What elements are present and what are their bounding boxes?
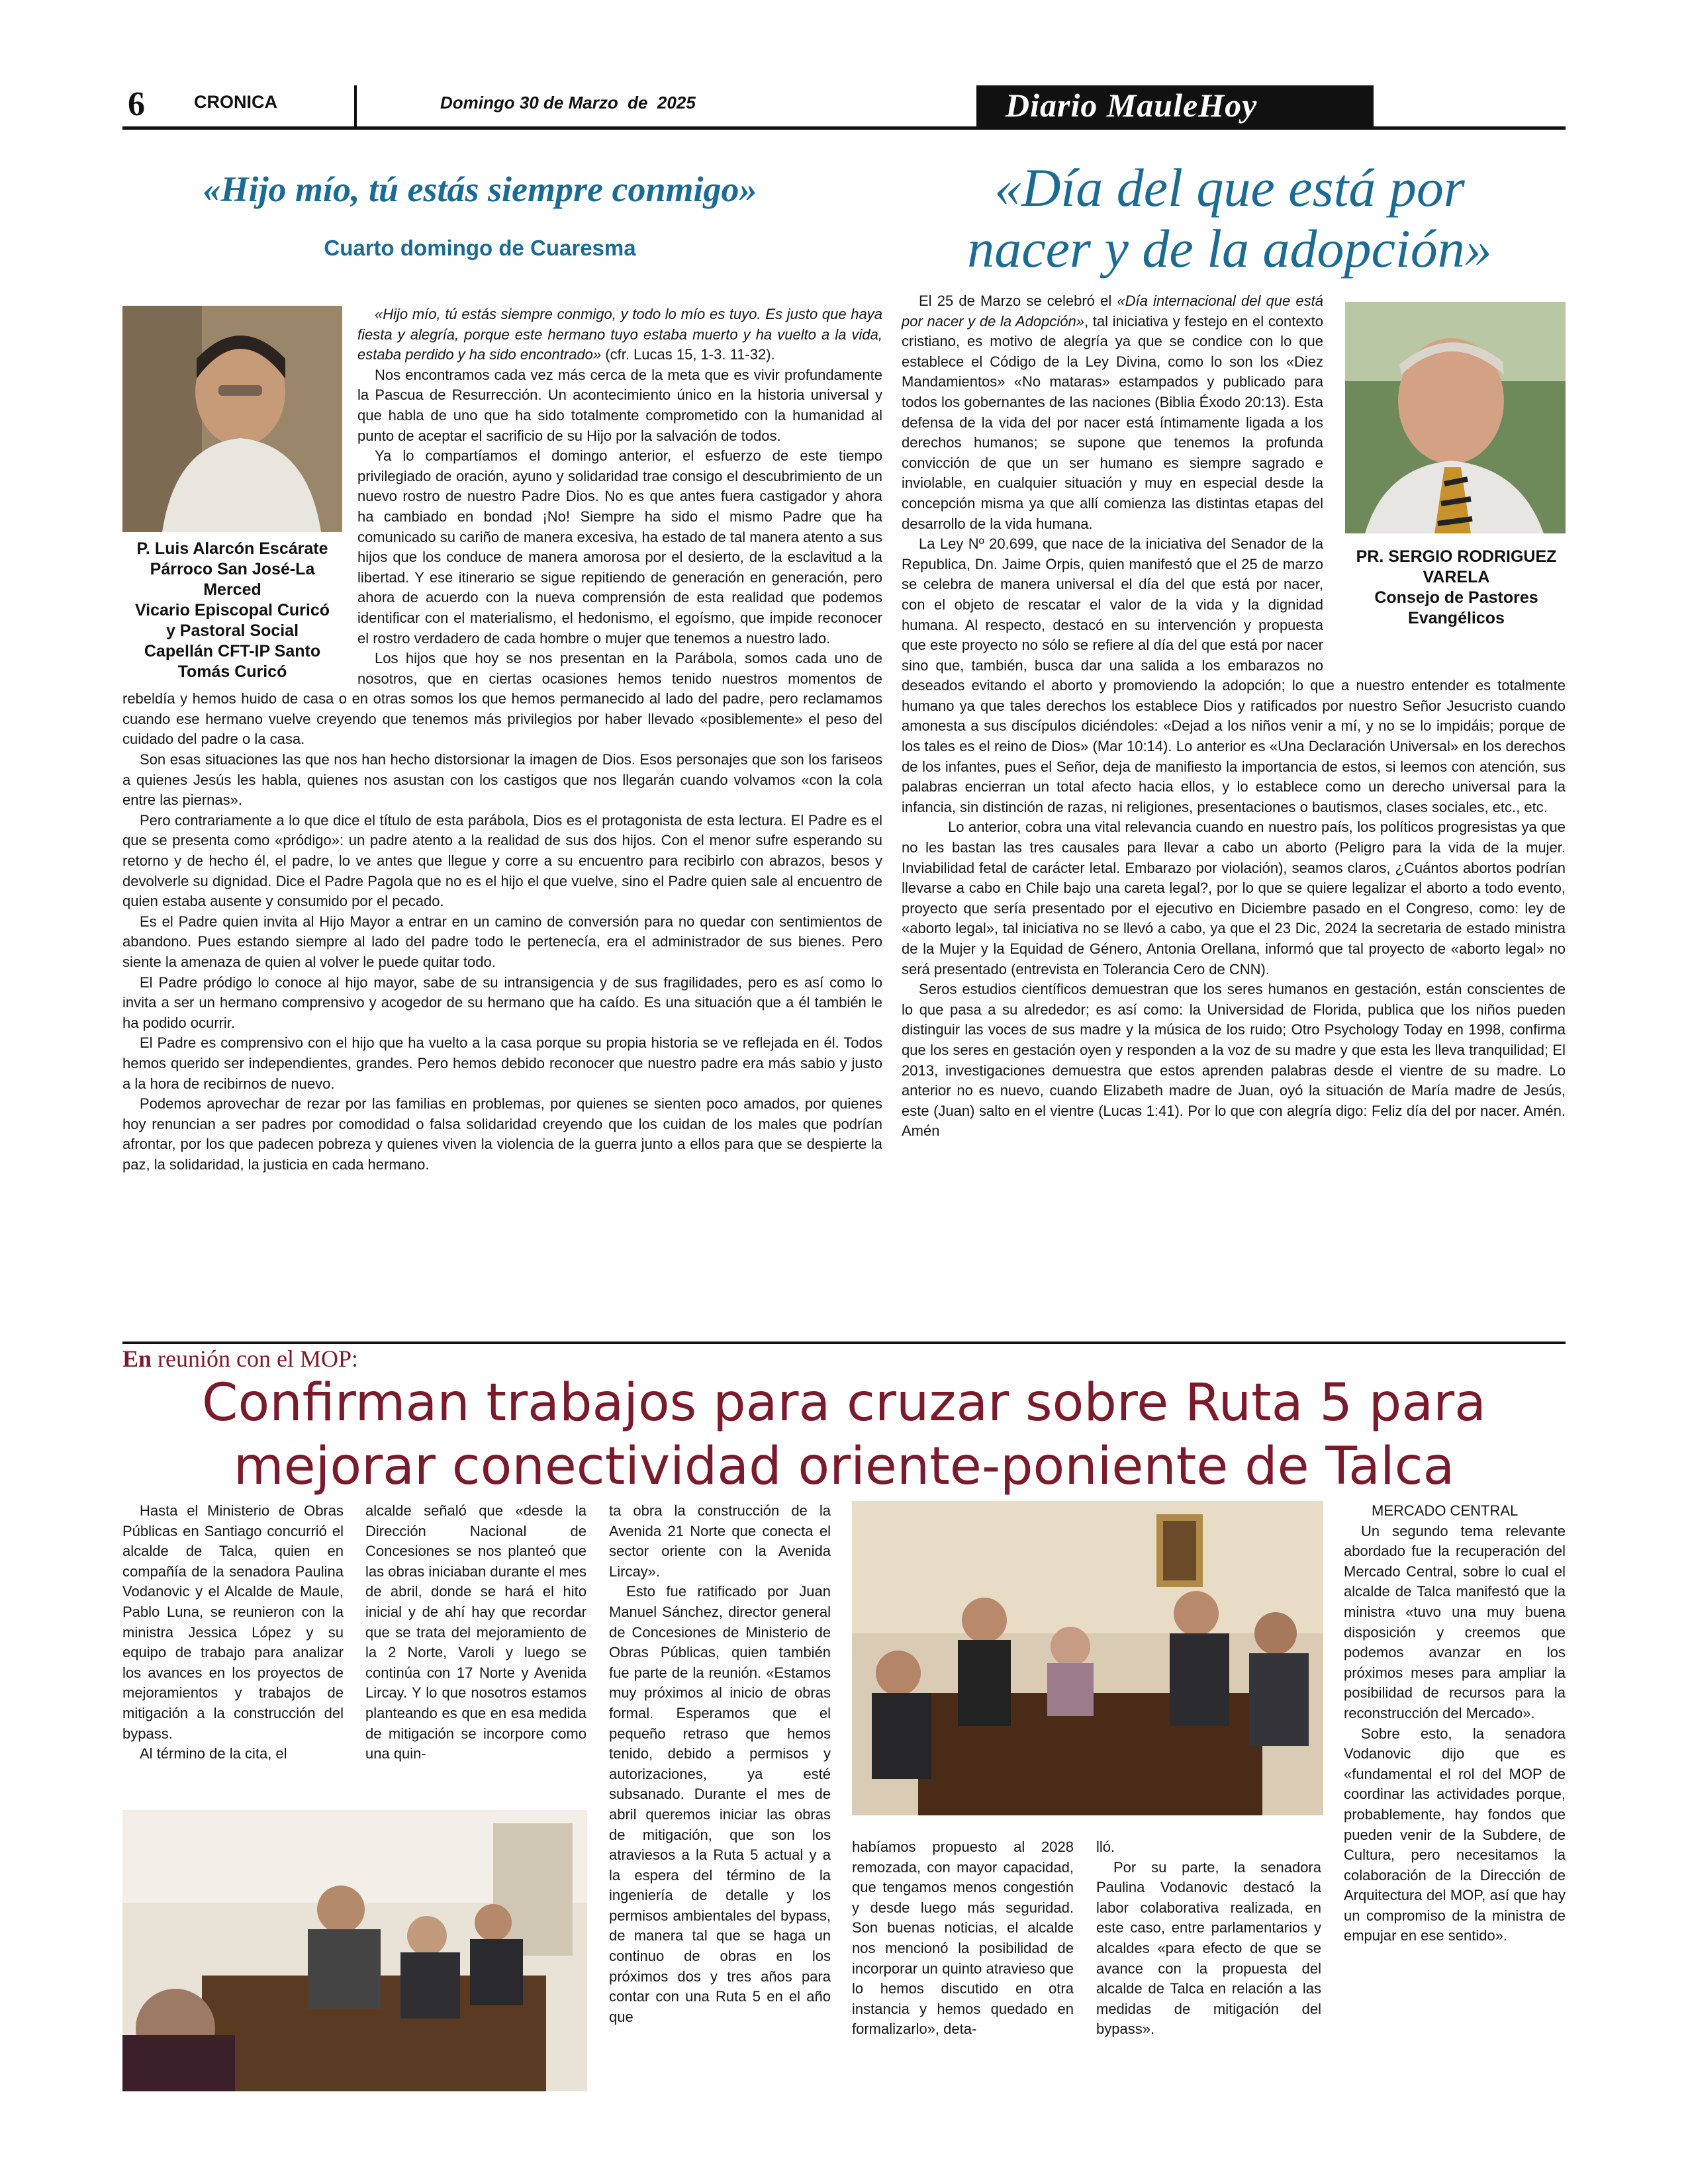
caption-line: y Pastoral Social <box>165 621 299 640</box>
masthead-rule <box>122 126 1566 130</box>
kicker-bold: En <box>122 1345 152 1372</box>
caption-line: Consejo de Pastores <box>1374 588 1538 607</box>
paragraph: Es el Padre quien invita al Hijo Mayor a entrar en un camino de conversión para no quedar con sentimientos de abandono. Pues estando siempre al lado del padre todo le pertenecía, era el administrador de sus bienes. Pero siente la amenaza de quien al volver le puede quitar todo. <box>122 913 882 970</box>
caption-line: Merced <box>203 580 261 599</box>
paragraph: Son esas situaciones las que nos han hecho distorsionar la imagen de Dios. Esos personajes que son los fariseos a quienes Jesús les habla, quienes nos asustan con los castigos que nos llegarán cuando volvamos «con la cola entre las piernas». <box>122 751 882 809</box>
brand-logo <box>976 85 1374 126</box>
meeting-photo-center <box>852 1501 1323 1815</box>
lead-continuation: , tal iniciativa y festejo en el contexto cristiano, es motivo de alegría ya que se condice con lo que establece el Código de la Ley Divina, como lo son los «Diez Mandamientos» «No mataras» estampados y publicado para todos los gobernantes de las naciones (Biblia Éxodo 20:13). Esta defensa de la vida del por nacer está íntimamente ligada a los derechos humanos; se supone que tenemos la profunda convicción de que un ser humano es siempre sagrado e inviolable, en cualquier situación y muy en especial desde la concepción misma ya que allí comienza las distintas etapas del desarrollo de la vida humana. <box>902 312 1323 532</box>
paragraph: alcalde señaló que «desde la Dirección Nacional de Concesiones se nos planteó que las obras iniciaban durante el mes de abril, donde se hará el hito inicial y de ahí hay que recordar que se trata del mejoramiento de la 2 Norte, Varoli y luego se continúa con 17 Norte y Avenida Lircay. Y lo que nosotros estamos planteando es que en esa medida de mitigación se incorpore como una quin- <box>365 1502 586 1762</box>
bottom-col-2 <box>365 1501 586 1764</box>
meeting-scene <box>852 1501 1323 1815</box>
left-article-body <box>122 304 882 1175</box>
bottom-col-3 <box>609 1501 831 2027</box>
headline-line: mejorar conectividad oriente-poniente de Talca <box>233 1437 1455 1496</box>
left-article-title: «Hijo mío, tú estás siempre conmigo» <box>203 169 757 209</box>
section-rule <box>122 1342 1566 1344</box>
subheading: MERCADO CENTRAL <box>1372 1502 1519 1519</box>
float-spacer <box>1323 291 1566 659</box>
bottom-col-6 <box>1344 1501 1566 1946</box>
paragraph: El Padre pródigo lo conoce al hijo mayor, sabe de su intransigencia y de sus fragilidades, pero es así como lo invita a ser un hermano comprensivo y acogedor de su hermano que ha caído. Es una situación que a él también le ha podido ocurrir. <box>122 974 882 1031</box>
meeting-scene <box>122 1810 587 2091</box>
title-line: nacer y de la adopción» <box>967 218 1492 279</box>
caption-line: Capellán CFT-IP Santo <box>144 642 321 660</box>
quote-text: «Hijo mío, tú estás siempre conmigo, y todo lo mío es tuyo. Es justo que haya fiesta y alegría, porque este hermano tuyo estaba muerto y ha vuelto a la vida, estaba perdido y ha sido encontrado» <box>357 306 882 363</box>
brand-name: Diario MauleHoy <box>1006 87 1258 124</box>
caption-line: Párroco San José-La <box>150 560 315 578</box>
bottom-col-4 <box>852 1837 1074 2040</box>
paragraph: Sobre esto, la senadora Vodanovic dijo que es «fundamental el rol del MOP de coordinar las actividades porque, probablemente, hay fondos que pueden venir de la Subdere, de Cultura, pero necesitamos la colaboración de la Dirección de Arquitectura del MOP, así que hay un compromiso de la ministra de empujar en ese sentido». <box>1344 1725 1566 1944</box>
caption-line: VARELA <box>1423 568 1490 586</box>
paragraph: Por su parte, la senadora Paulina Vodanovic destacó la labor colaborativa realizada, en este caso, entre parlamentarios y alcaldes «para efecto de que se avance con la propuesta del alcalde de Talca en relación a las medidas de mitigación del bypass». <box>1096 1858 1321 2038</box>
paragraph: Un segundo tema relevante abordado fue la recuperación del Mercado Central, sobre lo cual el alcalde de Talca manifestó que la ministra «tuvo una muy buena disposición y creemos que podemos avanzar en los próximos meses para ampliar la posibilidad de recursos para la reconstrucción del Mercado». <box>1344 1522 1566 1721</box>
left-article-subtitle: Cuarto domingo de Cuaresma <box>324 236 636 260</box>
right-article-title <box>894 158 1566 279</box>
bottom-headline <box>122 1371 1566 1498</box>
kicker-rest: reunión con el MOP: <box>152 1345 359 1372</box>
masthead-divider <box>354 85 357 126</box>
caption-line: Tomás Curicó <box>177 662 287 681</box>
meeting-photo-left <box>122 1810 587 2091</box>
bottom-col-5 <box>1096 1837 1321 2040</box>
caption-line: PR. SERGIO RODRIGUEZ <box>1356 547 1557 566</box>
caption-line: Vicario Episcopal Curicó <box>134 601 330 619</box>
paragraph: lló. <box>1096 1839 1115 1855</box>
page-number: 6 <box>128 85 145 123</box>
headline-line: Confirman trabajos para cruzar sobre Ruta 5 para <box>202 1373 1486 1433</box>
lead-emphasis: «Día internacional del que está por nacer y de la Adopción» <box>902 293 1323 330</box>
bottom-col-1 <box>122 1501 344 1764</box>
paragraph: ta obra la construcción de la Avenida 21 Norte que conecta el sector oriente con la Avenida Lircay». <box>609 1502 831 1580</box>
lead-text: El 25 de Marzo se celebró el <box>919 293 1117 309</box>
paragraph: habíamos propuesto al 2028 remozada, con mayor capacidad, que tengamos menos congestión y desde luego más seguridad. Son buenas noticias, el alcalde nos mencionó la posibilidad de incorporar un quinto atravieso que lo hemos discutido en otra instancia y hemos quedado en formalizarlo», deta- <box>852 1839 1074 2038</box>
caption-line: P. Luis Alarcón Escárate <box>136 539 328 558</box>
paragraph: Seros estudios científicos demuestran que los seres humanos en gestación, están conscientes de lo que pasa a su alrededor; es así como: la Universidad de Florida, publica que los niños pueden distinguir las voces de sus madre y la música de los ruido; Otro Psychology Today en 1998, confirma que los seres en gestación oyen y responden a la voz de su madre y que esta les lleva tranquilidad; El 2013, investigaciones demuestra que estos aprenden palabras desde el vientre de su madre. Lo anterior no es nuevo, cuando Elizabeth madre de Juan, oyó la situación de María madre de Jesús, este (Juan) salto en el vientre (Lucas 1:41). Por lo que con alegría digo: Feliz día del por nacer. Amén. Amén <box>902 981 1566 1140</box>
caption-line: Evangélicos <box>1408 609 1505 627</box>
bottom-kicker <box>122 1345 358 1373</box>
masthead <box>122 83 1566 129</box>
paragraph: Esto fue ratificado por Juan Manuel Sánchez, director general de Concesiones de Ministerio de Obras Públicas, quien también fue parte de la reunión. «Estamos muy próximos al inicio de obras formal. Esperamos que el pequeño retraso que hemos tenido, debido a permisos y autorizaciones, ya esté subsanado. Durante el mes de abril queremos iniciar las obras de mitigación, que son los atraviesos a la Ruta 5 actual y a la espera del término de la ingeniería de detalle y los permisos ambientales del bypass, de manera tal que se haga un continuo de obras en los próximos dos y tres años para contar con una Ruta 5 en el año que <box>609 1583 831 2025</box>
quote-reference: (cfr. Lucas 15, 1-3. 11-32). <box>601 346 775 363</box>
paragraph: Ya lo compartíamos el domingo anterior, el esfuerzo de este tiempo privilegiado de oración, ayuno y solidaridad trae consigo el descubrimiento de un nuevo rostro de nuestro Padre Dios. No es que antes fuera castigador y ahora ha cambiado en bondad ¡No! Siempre ha sido el mismo Padre que ha comunicado su cariño de manera excesiva, ha estado de tal manera atento a sus hijos que los conduce de manera amorosa por el desierto, de la esclavitud a la libertad. Y ese itinerario se sigue repitiendo de generación en generación, pero ahora de acuerdo con la nueva comprensión de esta realidad que podemos identificar con el materialismo, el hedonismo, el egoísmo, que impide reconocer el rostro verdadero de cada hombre o mujer que tenemos a nuestro lado. <box>357 447 882 647</box>
section-label: CRONICA <box>194 92 277 112</box>
paragraph: Nos encontramos cada vez más cerca de la meta que es vivir profundamente la Pascua de Resurrección. Un acontecimiento único en la historia universal y que habla de uno que ha sido totalmente comprometido con la humanidad al punto de aceptar el sacrificio de su Hijo por la salvación de todos. <box>357 366 882 444</box>
paragraph: Pero contrariamente a lo que dice el título de esta parábola, Dios es el protagonista de esta lectura. El Padre es el que se presenta como «pródigo»: un padre atento a la realidad de sus dos hijos. Con el menor sufre esperando su retorno y de hecho él, el padre, lo ve antes que llegue y corre a su encuentro para recibirlo con abrazos, besos y devolverle su dignidad. Dice el Padre Pagola que no es el hijo el que vuelve, sino el Padre quien sale al encuentro de quien estaba ausente y consumido por el pecado. <box>122 811 882 910</box>
title-line: «Día del que está por <box>994 158 1465 218</box>
paragraph: Al término de la cita, el <box>140 1745 287 1762</box>
paragraph: Hasta el Ministerio de Obras Públicas en Santiago concurrió el alcalde de Talca, quien en compañía de la senadora Paulina Vodanovic y el Alcalde de Maule, Pablo Luna, se reunieron con la ministra Jessica López y su equipo de trabajo para analizar los avances en los proyectos de mejoramientos y trabajos de mitigación a la construcción del bypass. <box>122 1502 344 1742</box>
paragraph: Los hijos que hoy se nos presentan en la Parábola, somos cada uno de nosotros, que en ciertas ocasiones hemos tenido nuestros momentos de rebeldía y hemos huido de casa o en otras somos los que hemos permanecido al lado del padre, pero reclamamos cuando ese hermano vuelve creyendo que tenemos más privilegios por haber llevado «posiblemente» el peso del cuidado del padre o la casa. <box>122 650 882 748</box>
paragraph: El Padre es comprensivo con el hijo que ha vuelto a la casa porque su propia historia se ve reflejada en él. Todos hemos querido ser independientes, grandes. Pero hemos debido reconocer que nuestro padre era más sabio y justo a la hora de recibirnos de nuevo. <box>122 1034 882 1092</box>
right-article-body <box>902 291 1566 1142</box>
paragraph: Podemos aprovechar de rezar por las familias en problemas, por quienes se sienten poco amados, por quienes hoy renuncian a ser padres por comodidad o falsa solidaridad creyendo que los cuidan de los males que podrían afrontar, por los que padecen pobreza y quienes viven la violencia de la guerra junto a ellos para que se despierte la paz, la solidaridad, la justicia en cada hermano. <box>122 1095 882 1173</box>
edition-date: Domingo 30 de Marzo de 2025 <box>440 93 696 113</box>
paragraph: La Ley Nº 20.699, que nace de la iniciativa del Senador de la Republica, Dn. Jaime Orpis, quien manifestó que el 25 de marzo se celebra de manera universal el día del que está por nacer, con el objeto de rescatar el valor de la vida y la dignidad humana. Al respecto, destacó en su intervención y propuesta que este proyecto no sólo se refiere al día del que está por nacer sino que, también, busca dar una salida a los embarazos no deseados evitando el aborto y promoviendo la adopción; lo que a nuestro entender es totalmente humano ya que tales derechos los establece Dios y ratificados por nuestro Señor Jesucristo cuando amonesta a sus discípulos diciéndoles: «Dejad a los niños venir a mí, y no se lo impidáis; porque de los tales es el reino de Dios» (Mar 10:14). Lo anterior es «Una Declaración Universal» en los derechos de los infantes, pues el Señor, deja de manifiesto la importancia de estos, si leemos con atención, sus palabras encierran un total afecto hacia ellos, y lo establece como un derecho universal para la infancia, sin distinción de razas, ni religiones, presentaciones o bautismos, clases sociales, etc., etc. <box>902 535 1566 815</box>
paragraph: Lo anterior, cobra una vital relevancia cuando en nuestro país, los políticos progresistas ya que no les bastan las tres causales para llevar a cabo un aborto (Peligro para la vida de la mujer. Inviabilidad fetal de carácter letal. Embarazo por violación), seamos claros, ¿Cuántos abortos podrían llevarse a cabo en Chile bajo una careta legal?, por lo que se quiere legalizar el aborto a todo evento, proyecto que sería presentado por el ejecutivo en Diciembre pasado en el Congreso, como: ley de «aborto legal», tal iniciativa no se llevó a cabo, ya que el 23 Dic, 2024 la secretaria de estado ministra de la Mujer y la Equidad de Género, Antonia Orellana, informó que tal proyecto de «aborto legal» no será presentado (entrevista en Tolerancia Cero de CNN). <box>902 819 1566 978</box>
float-spacer <box>122 304 357 685</box>
